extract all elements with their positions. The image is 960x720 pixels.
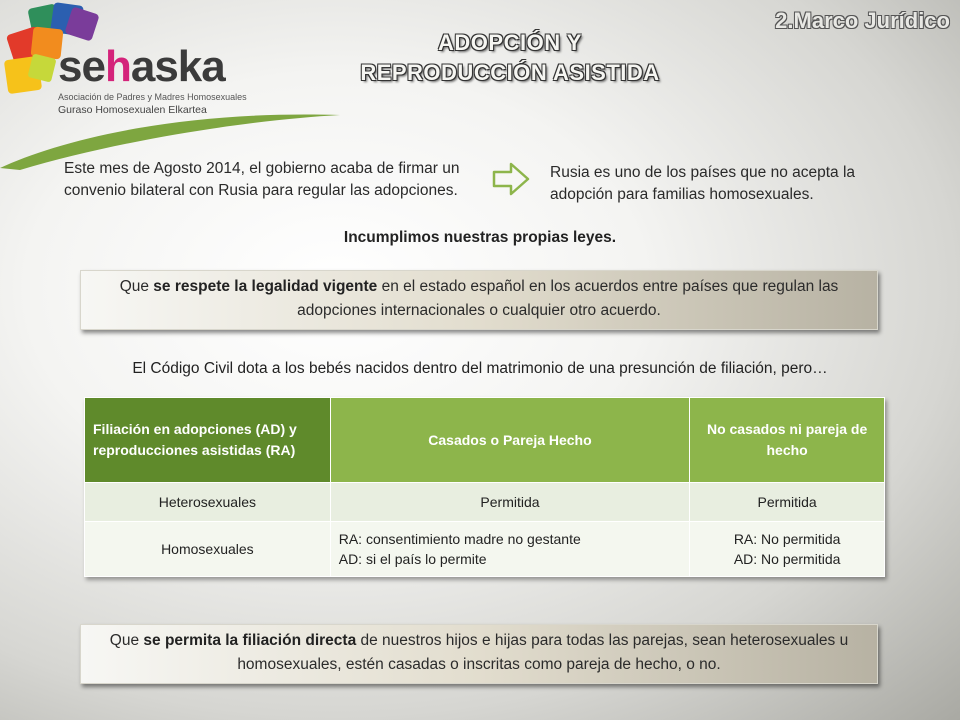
table-cell	[690, 522, 885, 577]
table-header-cell: Filiación en adopciones (AD) y reproducciones asistidas (RA)	[85, 398, 331, 483]
cell-line: AD: si el país lo permite	[338, 551, 487, 567]
civil-code-text: El Código Civil dota a los bebés nacidos dentro del matrimonio de una presunción de filiación, pero…	[132, 360, 828, 377]
table-row	[85, 522, 885, 577]
panel2-post-text: de nuestros hijos e hijas para todas las parejas, sean heterosexuales u homosexuales, estén casadas o inscritas como pareja de hecho, o no.	[237, 632, 849, 673]
table-header-cell: No casados ni pareja de hecho	[690, 398, 885, 483]
table-header-row	[85, 398, 885, 483]
highlight-statement: Incumplimos nuestras propias leyes.	[343, 229, 617, 246]
filiation-table	[84, 397, 885, 577]
cell-line: Permitida	[757, 494, 817, 510]
logo-subtitle-2: Guraso Homosexualen Elkartea	[58, 104, 207, 116]
panel1-strong-text: se respete la legalidad vigente	[153, 278, 378, 295]
panel2-pre-text: Que	[109, 632, 144, 649]
table-cell	[330, 522, 689, 577]
panel1-pre-text: Que	[119, 278, 154, 295]
title-line-2: REPRODUCCIÓN ASISTIDA	[360, 60, 660, 85]
title-line-1: ADOPCIÓN Y	[438, 30, 582, 55]
demand-panel-filiation	[80, 624, 878, 684]
cell-line: RA: No permitida	[733, 531, 841, 547]
table-row	[85, 483, 885, 522]
section-label: 2.Marco Jurídico	[775, 8, 950, 33]
cell-line: AD: No permitida	[733, 551, 841, 567]
table-cell	[690, 483, 885, 522]
row-label: Heterosexuales	[85, 483, 331, 522]
table-cell	[330, 483, 689, 522]
page-title	[300, 28, 720, 88]
arrow-right-icon	[492, 162, 530, 196]
table-header-cell: Casados o Pareja Hecho	[330, 398, 689, 483]
cell-line: Permitida	[480, 494, 540, 510]
cell-line: RA: consentimiento madre no gestante	[338, 531, 581, 547]
row-label: Homosexuales	[85, 522, 331, 577]
logo-subtitle-1: Asociación de Padres y Madres Homosexuales	[58, 92, 247, 102]
panel1-post-text: en el estado español en los acuerdos entre países que regulan las adopciones internacionales o cualquier otro acuerdo.	[297, 278, 839, 319]
demand-panel-legality	[80, 270, 878, 330]
intro-right-text: Rusia es uno de los países que no acepta la adopción para familias homosexuales.	[550, 164, 856, 203]
logo-wordmark: sehaska	[58, 42, 225, 91]
intro-left-text: Este mes de Agosto 2014, el gobierno acaba de firmar un convenio bilateral con Rusia para regular las adopciones.	[64, 160, 460, 199]
panel2-strong-text: se permita la filiación directa	[143, 632, 357, 649]
